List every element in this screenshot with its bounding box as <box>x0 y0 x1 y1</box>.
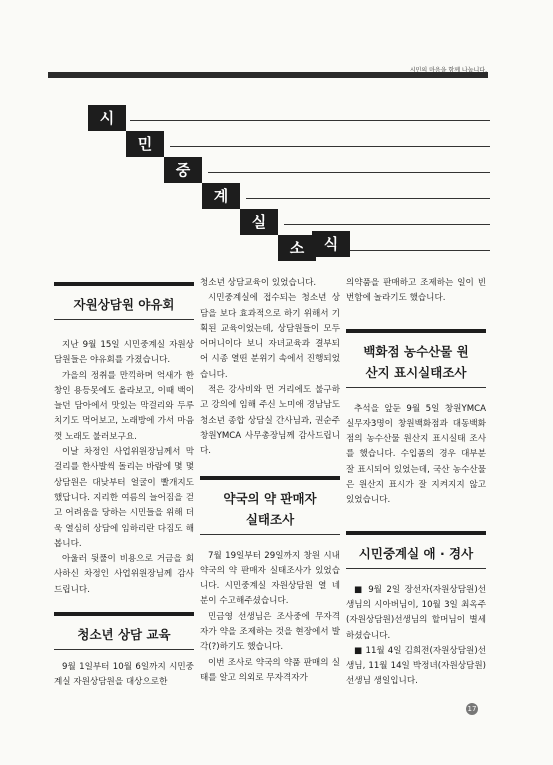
title-step-line <box>246 198 490 199</box>
title-char: 계 <box>202 183 240 209</box>
paragraph: 이번 조사로 약국의 약품 판매의 실태를 알고 의외로 무자격자가 <box>200 657 340 683</box>
title-step-line <box>208 172 490 173</box>
section-title: 백화점 농수산물 원산지 표시실태조사 <box>363 343 469 380</box>
section-heading <box>346 329 486 388</box>
paragraph: 민금영 선생님은 조사중에 무자격자가 약을 조제하는 것을 현장에서 발각(?)하기도 했습니다. <box>200 611 340 653</box>
title-char: 실 <box>240 209 278 235</box>
title-char: 시 <box>88 105 126 131</box>
section-heading <box>346 531 486 569</box>
paragraph: 아울러 뒷풀이 비용으로 거금을 회사하신 차정인 사업위원장님께 감사드립니다. <box>54 554 194 595</box>
title-step-line <box>130 120 490 121</box>
paragraph: 가을의 정취를 만끽하며 억새가 한창인 용등못에도 올라보고, 이때 백이 늘던 담아에서 맛있는 막걸리와 두루치기도 먹어보고, 노래방에 가서 마음껏 노래도 불러보구요. <box>54 370 194 442</box>
title-char: 식 <box>312 231 350 257</box>
title-char: 중 <box>164 157 202 183</box>
column-1 <box>54 276 194 691</box>
section-heading <box>54 282 194 320</box>
paragraph: ■ 9월 2일 장선자(자원상담원)선생님의 시아버님이, 10월 3일 최옥주(자원상담원)선생님의 할머님이 별세하셨습니다. <box>346 584 486 641</box>
paragraph: ■ 11월 4일 김희전(자원상담원)선생님, 11월 14일 박정녀(자원상담원)선생님 생일입니다. <box>346 645 486 687</box>
title-step-line <box>284 224 490 225</box>
page-number: 17 <box>467 705 477 713</box>
section-title: 시민중계실 애 · 경사 <box>358 545 474 561</box>
title-step-line <box>170 146 490 147</box>
header-note: 시민의 마음을 함께 나눕니다. <box>409 67 487 74</box>
section-heading <box>200 476 340 535</box>
paragraph: 9월 1일부터 10월 6일까지 시민중계실 자원상담원을 대상으로한 <box>54 662 194 688</box>
paragraph: 청소년 상담교육이 있었습니다. <box>200 278 317 288</box>
column-2 <box>200 276 340 686</box>
paragraph: 지난 9월 15일 시민중계실 자원상담원들은 야유회를 가졌습니다. <box>54 340 194 366</box>
section-title: 약국의 약 판매자 실태조사 <box>223 490 317 527</box>
section-title: 청소년 상담 교육 <box>77 627 171 643</box>
paragraph: 이날 차정인 사업위원장님께서 막걸리를 한사발씩 돌리는 바람에 몇 몇 상담원은 대낮부터 얼굴이 빨개지도 했답니다. 지리한 여름의 늘어짐을 걷고 어려움을 당하는 시민들을 위해 더욱 열심히 상담에 임하리란 다짐도 해 봅니다. <box>54 447 194 549</box>
title-char: 민 <box>126 131 164 157</box>
paragraph: 추석을 앞둔 9월 5일 창원YMCA 실무자3명이 창원백화점과 대동백화점의 농수산물 원산지 표시실태 조사를 했습니다. 수입품의 경우 대부분 잘 표시되어 있었는데, 국산 농수산물은 원산지 표시가 잘 지켜지지 않고 있었습니다. <box>346 403 486 506</box>
section-title: 자원상담원 야유회 <box>73 297 175 312</box>
paragraph: 적은 강사비와 먼 거리에도 불구하고 강의에 임해 주신 노미애 경남남도 청소년 종합 상담실 간사님과, 권순주 창원YMCA 사무총장님께 감사드립니다. <box>200 385 340 457</box>
paragraph: 7월 19일부터 29일까지 창원 시내 약국의 약 판매자 실태조사가 있었습니다. 시민중계실 자원상담원 열 네 분이 수고해주셨습니다. <box>200 550 340 607</box>
section-heading <box>54 612 194 650</box>
paragraph: 의약품을 판매하고 조제하는 일이 빈번함에 놀라기도 했습니다. <box>346 278 486 304</box>
title-char: 소 <box>278 235 316 261</box>
column-3 <box>346 276 486 690</box>
paragraph: 시민중계실에 접수되는 청소년 상담을 보다 효과적으로 하기 위해서 기획된 교육이었는데, 상담원들이 모두 어머니이다 보니 자녀교육과 결부되어 시종 열띤 분위기 속에서 진행되었습니다. <box>200 293 340 380</box>
